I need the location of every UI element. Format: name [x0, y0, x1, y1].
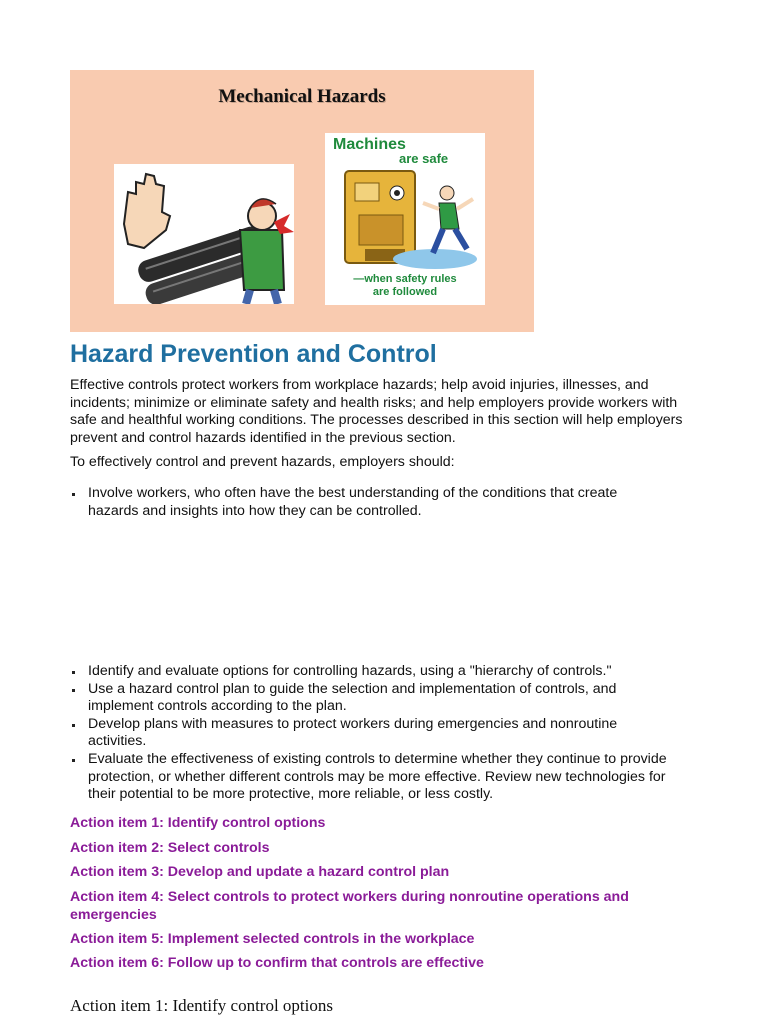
intro-paragraph: Effective controls protect workers from workplace hazards; help avoid injuries, illnesses, and incidents; minimize or eliminate safety and health risks; and help employers provide workers with safe and healthful working conditions. The processes described in this section will help employers prevent and control hazards identified in the previous section.: [70, 377, 683, 446]
banner-title: Mechanical Hazards: [218, 86, 386, 107]
list-item: Use a hazard control plan to guide the selection and implementation of controls, and implement controls according to the plan.: [70, 681, 670, 716]
poster-title: Machines: [333, 136, 406, 153]
poster-footer-line1: —when safety rules: [353, 273, 457, 285]
action-item-1-heading: Action item 1: Identify control options: [70, 996, 333, 1015]
list-item: Evaluate the effectiveness of existing controls to determine whether they continue to provide protection, or whether different controls may be more effective. Review new technologies for their potential to be more protective, more reliable, or less costly.: [70, 751, 670, 804]
action-item-6-link[interactable]: Action item 6: Follow up to confirm that controls are effective: [70, 955, 484, 971]
bullet-list-first: [70, 485, 670, 520]
list-item: Identify and evaluate options for controlling hazards, using a "hierarchy of controls.": [70, 663, 670, 681]
lead-paragraph: To effectively control and prevent hazards, employers should:: [70, 454, 455, 470]
poster-footer-line2: are followed: [372, 286, 438, 298]
machines-are-safe-poster: [325, 133, 485, 305]
poster-footer: [325, 273, 485, 299]
list-item: Involve workers, who often have the best understanding of the conditions that create hazards and insights into how they can be controlled.: [70, 485, 670, 520]
action-item-3-link[interactable]: Action item 3: Develop and update a hazard control plan: [70, 864, 450, 880]
mechanical-hazards-banner: [70, 70, 534, 332]
action-item-5-link[interactable]: Action item 5: Implement selected controls in the workplace: [70, 931, 475, 947]
action-item-1-link[interactable]: Action item 1: Identify control options: [70, 815, 326, 831]
bullet-list: [70, 663, 670, 804]
poster-subtitle: are safe: [399, 151, 449, 166]
pinch-hazard-illustration: [114, 164, 294, 304]
list-item: Develop plans with measures to protect workers during emergencies and nonroutine activities.: [70, 716, 670, 751]
action-item-4-link[interactable]: Action item 4: Select controls to protect workers during nonroutine operations and emergencies: [70, 889, 629, 923]
section-title: Hazard Prevention and Control: [70, 340, 437, 368]
action-item-2-link[interactable]: Action item 2: Select controls: [70, 840, 270, 856]
